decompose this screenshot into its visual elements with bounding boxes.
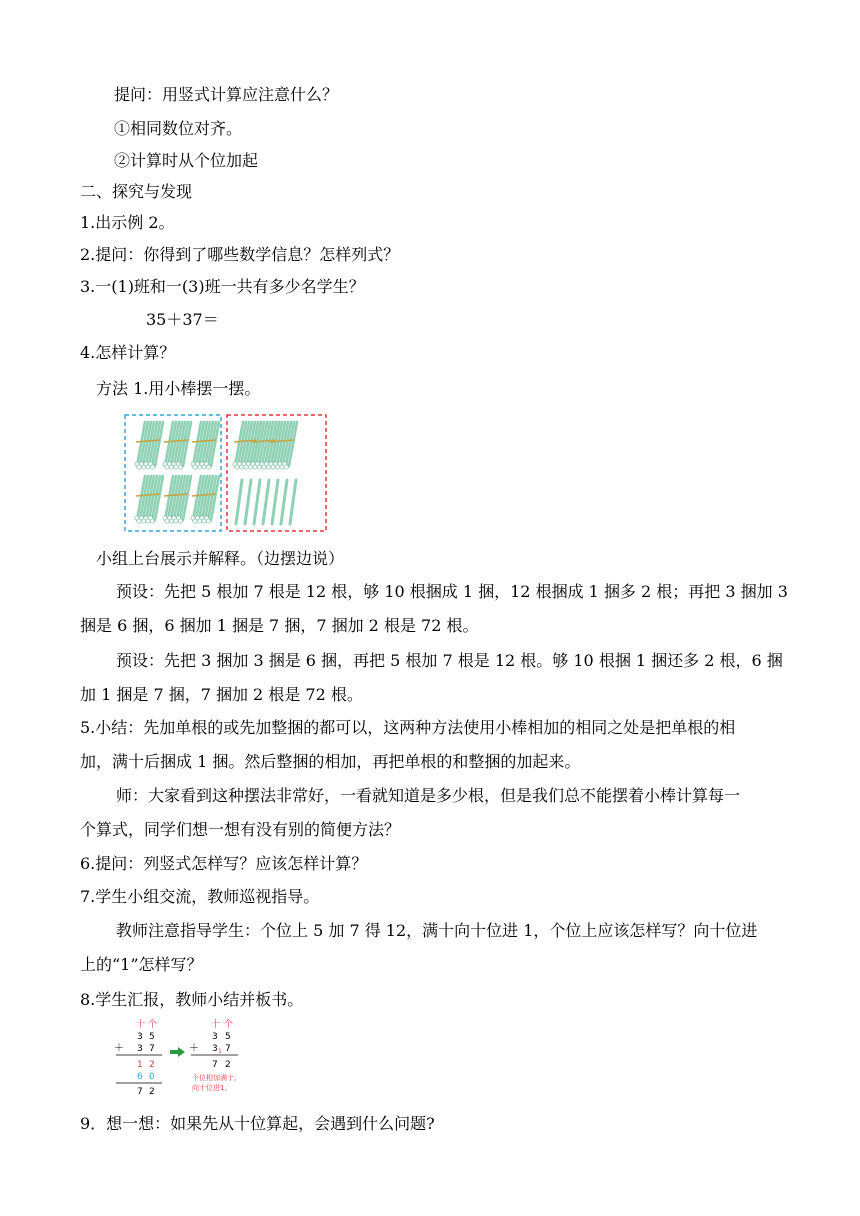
tens-label-right: 十 (211, 1020, 221, 1030)
summary-line-1: 5.小结：先加单根的或先加整捆的都可以，这两种方法使用小棒相加的相同之处是把单根的相 (80, 718, 736, 737)
sticks-illustration (124, 414, 328, 534)
answer-item-2: ②计算时从个位加起 (114, 151, 259, 170)
tens-label: 十 (136, 1020, 146, 1030)
plus-sign: ＋ (114, 1043, 124, 1054)
partial-ones-ones: 2 (149, 1060, 155, 1070)
summary-line-2: 加，满十后捆成 1 捆。然后整捆的相加，再把单根的和整捆的加起来。 (80, 752, 581, 771)
stick-bundle (269, 422, 297, 469)
result-tens: 7 (137, 1087, 143, 1097)
method-1: 方法 1.用小棒摆一摆。 (96, 379, 261, 398)
partial-tens-tens: 6 (137, 1072, 143, 1082)
sticks-figure (124, 414, 328, 534)
step-1: 1.出示例 2。 (80, 213, 175, 232)
partial-ones-tens: 1 (137, 1060, 143, 1070)
single-stick (272, 480, 278, 524)
step-9: 9．想一想：如果先从十位算起，会遇到什么问题? (80, 1114, 435, 1133)
stick-bundle (135, 476, 163, 523)
stick-bundle (163, 476, 191, 523)
step-6: 6.提问：列竖式怎样写？应该怎样计算？ (80, 854, 368, 873)
stick-bundle (191, 476, 219, 523)
addend1-tens: 3 (137, 1032, 143, 1042)
preset-1-line-1: 预设：先把 5 根加 7 根是 12 根，够 10 根捆成 1 捆，12 根捆成 1 捆多 2 根；再把 3 捆加 3 (116, 582, 788, 601)
teacher-line-2: 个算式，同学们想一想有没有别的简便方法？ (80, 820, 401, 839)
addend2-tens: 3 (137, 1044, 143, 1054)
r-result-ones: 2 (225, 1060, 231, 1070)
question-line: 提问：用竖式计算应注意什么？ (114, 85, 339, 104)
carry-note-2: 向十位进1。 (192, 1084, 232, 1092)
stick-bundle (191, 422, 219, 469)
carry-note-1: 个位相加满十, (192, 1074, 237, 1082)
single-stick (281, 480, 287, 524)
guidance-line-2: 上的“1”怎样写？ (80, 955, 203, 974)
section-heading: 二、探究与发现 (80, 182, 193, 201)
step-4: 4.怎样计算？ (80, 343, 176, 362)
vertical-calc-board (108, 1018, 278, 1100)
guidance-line-1: 教师注意指导学生：个位上 5 加 7 得 12，满十向十位进 1，个位上应该怎样写？向十位进 (116, 921, 758, 940)
addend2-ones: 7 (149, 1044, 155, 1054)
r-addend2-tens: 3 (212, 1044, 218, 1054)
ones-label-right: 个 (224, 1020, 234, 1030)
stick-bundle (163, 422, 191, 469)
r-addend2-ones: 7 (225, 1044, 231, 1054)
single-stick (245, 480, 251, 524)
answer-item-1: ①相同数位对齐。 (114, 119, 243, 138)
arrow-right-icon (170, 1047, 185, 1057)
r-result-tens: 7 (212, 1060, 218, 1070)
single-stick (263, 480, 269, 524)
step-3: 3.一(1)班和一(3)班一共有多少名学生？ (80, 277, 365, 296)
preset-2-line-2: 加 1 捆是 7 捆，7 捆加 2 根是 72 根。 (80, 685, 363, 704)
r-plus-sign: ＋ (189, 1043, 199, 1054)
step-2: 2.提问：你得到了哪些数学信息？怎样列式？ (80, 245, 400, 264)
single-stick (236, 480, 242, 524)
teacher-line-1: 师：大家看到这种摆法非常好，一看就知道是多少根，但是我们总不能摆着小棒计算每一 (116, 786, 741, 805)
equation: 35＋37＝ (146, 310, 219, 329)
step-7: 7.学生小组交流，教师巡视指导。 (80, 887, 320, 906)
vertical-calc-figure (108, 1018, 278, 1100)
single-stick (254, 480, 260, 524)
r-addend1-tens: 3 (212, 1032, 218, 1042)
stick-bundle (135, 422, 163, 469)
carry-digit: 1 (218, 1048, 222, 1055)
partial-tens-ones: 0 (149, 1072, 155, 1082)
single-stick (290, 480, 296, 524)
result-ones: 2 (149, 1087, 155, 1097)
ones-label: 个 (148, 1020, 158, 1030)
r-addend1-ones: 5 (225, 1032, 231, 1042)
addend1-ones: 5 (149, 1032, 155, 1042)
step-8: 8.学生汇报，教师小结并板书。 (80, 990, 304, 1009)
preset-2-line-1: 预设：先把 3 捆加 3 捆是 6 捆，再把 5 根加 7 根是 12 根。够 10 根捆 1 捆还多 2 根，6 捆 (116, 651, 783, 670)
preset-1-line-2: 捆是 6 捆，6 捆加 1 捆是 7 捆，7 捆加 2 根是 72 根。 (80, 616, 479, 635)
group-demo-line: 小组上台展示并解释。（边摆边说） (96, 549, 345, 568)
